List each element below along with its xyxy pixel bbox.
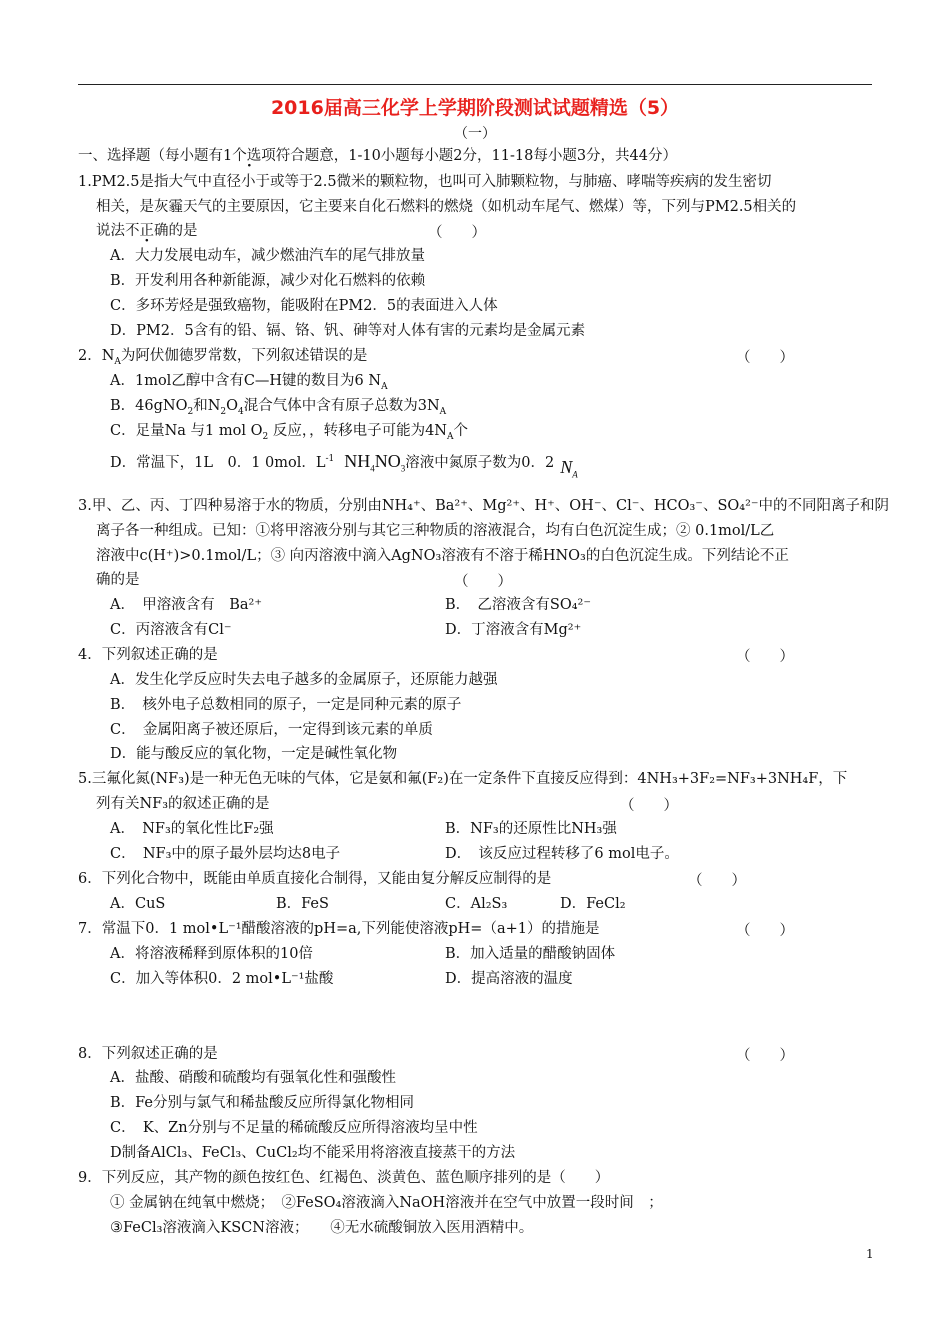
q2-option-c: C．足量Na 与1 mol $O_2$ 反应，，转移电子可能为$4N_A$个 (110, 423, 468, 442)
q1-option-c: C．多环芳烃是强致癌物，能吸附在PM2．5的表面进入人体 (110, 298, 498, 314)
q7-stem: 7．常温下0．1 mol•L⁻¹醋酸溶液的pH=a,下列能使溶液pH=（a+1）的措施是 (78, 921, 600, 937)
q1-option-a: A．大力发展电动车，减少燃油汽车的尾气排放量 (110, 248, 425, 264)
q8-option-b: B．Fe分别与氯气和稀盐酸反应所得氯化物相同 (110, 1095, 415, 1111)
q3-option-c: C．丙溶液含有Cl⁻ (110, 622, 232, 638)
q5-answer-paren: （ ） (620, 798, 678, 814)
q2-formula: $NH_4NO_3$ (344, 450, 406, 474)
q9-item-line1: ① 金属钠在纯氧中燃烧； ②FeSO₄溶液滴入NaOH溶液并在空气中放置一段时间 ； (110, 1195, 663, 1211)
q3-stem-line4: 确的是 (96, 572, 140, 588)
q3-stem-line3: 溶液中c(H⁺)>0.1mol/L；③ 向丙溶液中滴入AgNO₃溶液有不溶于稀HNO₃的白色沉淀生成。下列结论不正 (96, 548, 789, 564)
q1-stem-line3: 说法不正确的是 (96, 223, 198, 239)
q2-option-a: A．1mol乙醇中含有C—H键的数目为6 $N_A$ (110, 373, 388, 392)
q3-option-a: A． 甲溶液含有 Ba²⁺ (110, 597, 262, 613)
q6-stem: 6．下列化合物中，既能由单质直接化合制得，又能由复分解反应制得的是 (78, 871, 552, 887)
page-number: 1 (866, 1247, 874, 1261)
q4-option-c: C． 金属阳离子被还原后，一定得到该元素的单质 (110, 722, 433, 738)
q3-answer-paren: （ ） (454, 574, 512, 590)
section-heading: 一、选择题（每小题有1个选项 ·符合题意，1-10小题每小题2分，11-18每小题3分，共44分） (78, 146, 677, 166)
q2-option-d: D．常温下，1L 0．1 0mol．$L^{-1}$ $NH_4NO_3$溶液中氮原子数为0．2 $N_A$ (110, 450, 578, 480)
q8-option-d: D制备AlCl₃、FeCl₃、CuCl₂均不能采用将溶液直接蒸干的方法 (110, 1145, 516, 1161)
q5-option-a: A． NF₃的氧化性比F₂强 (110, 821, 274, 837)
q8-stem: 8．下列叙述正确的是 (78, 1046, 218, 1062)
q4-option-d: D．能与酸反应的氧化物，一定是碱性氧化物 (110, 746, 398, 762)
q7-option-d: D．提高溶液的温度 (445, 971, 573, 987)
q5-stem-line2: 列有关NF₃的叙述正确的是 (96, 796, 270, 812)
q1-stem-line1: 1.PM2.5是指大气中直径小于或等于2.5微米的颗粒物，也叫可入肺颗粒物，与肺癌、哮喘等疾病的发生密切 (78, 174, 772, 190)
q3-stem-line1: 3.甲、乙、丙、丁四种易溶于水的物质，分别由NH₄⁺、Ba²⁺、Mg²⁺、H⁺、OH⁻、Cl⁻、HCO₃⁻、SO₄²⁻中的不同阳离子和阴 (78, 498, 890, 514)
q7-option-c: C．加入等体积0．2 mol•L⁻¹盐酸 (110, 971, 334, 987)
q4-option-b: B． 核外电子总数相同的原子，一定是同种元素的原子 (110, 697, 462, 713)
part-label: （一） (454, 126, 496, 142)
q6-option-d: D．FeCl₂ (560, 896, 626, 912)
q6-option-c: C．Al₂S₃ (445, 896, 508, 912)
q9-item-line2: ③FeCl₃溶液滴入KSCN溶液； ④无水硫酸铜放入医用酒精中。 (110, 1220, 534, 1236)
q5-stem-line1: 5.三氟化氮(NF₃)是一种无色无味的气体，它是氨和氟(F₂)在一定条件下直接反应得到：4NH₃+3F₂=NF₃+3NH₄F，下 (78, 771, 848, 787)
q4-option-a: A．发生化学反应时失去电子越多的金属原子，还原能力越强 (110, 672, 498, 688)
q3-option-b: B． 乙溶液含有SO₄²⁻ (445, 597, 592, 613)
q8-option-a: A．盐酸、硝酸和硫酸均有强氧化性和强酸性 (110, 1070, 396, 1086)
q3-option-d: D．丁溶液含有Mg²⁺ (445, 622, 582, 638)
q7-answer-paren: （ ） (736, 923, 794, 939)
q4-answer-paren: （ ） (736, 649, 794, 665)
q6-option-b: B．FeS (276, 896, 329, 912)
q9-stem: 9．下列反应，其产物的颜色按红色、红褐色、淡黄色、蓝色顺序排列的是（ ） (78, 1170, 610, 1186)
q5-option-d: D． 该反应过程转移了6 mol电子。 (445, 846, 679, 862)
q5-option-c: C． NF₃中的原子最外层均达8电子 (110, 846, 341, 862)
q8-option-c: C． K、Zn分别与不足量的稀硫酸反应所得溶液均呈中性 (110, 1120, 478, 1136)
q1-answer-paren: （ ） (428, 225, 486, 241)
q1-option-b: B．开发利用各种新能源，减少对化石燃料的依赖 (110, 273, 426, 289)
q7-option-a: A．将溶液稀释到原体积的10倍 (110, 946, 313, 962)
q1-option-d: D．PM2．5含有的铅、镉、铬、钒、砷等对人体有害的元素均是金属元素 (110, 323, 586, 339)
q8-answer-paren: （ ） (736, 1048, 794, 1064)
q3-stem-line2: 离子各一种组成。已知：①将甲溶液分别与其它三种物质的溶液混合，均有白色沉淀生成；② 0.1mol/L乙 (96, 523, 775, 539)
q7-option-b: B．加入适量的醋酸钠固体 (445, 946, 616, 962)
q2-answer-paren: （ ） (736, 350, 794, 366)
q4-stem: 4．下列叙述正确的是 (78, 647, 218, 663)
q6-option-a: A．CuS (110, 896, 166, 912)
q5-option-b: B．NF₃的还原性比NH₃强 (445, 821, 617, 837)
exam-title: 2016届高三化学上学期阶段测试试题精选（5） (270, 97, 680, 119)
q2-stem: 2．$N_A$为阿伏伽德罗常数，下列叙述错误的是 (78, 348, 368, 367)
header-rule (78, 84, 872, 85)
q1-stem-line2: 相关，是灰霾天气的主要原因，它主要来自化石燃料的燃烧（如机动车尾气、燃煤）等，下列与PM2.5相关的 (96, 199, 797, 215)
q2-option-b: B．46gNO$_2$和$N_2O_4$混合气体中含有原子总数为$3N_A$ (110, 398, 447, 417)
q6-answer-paren: （ ） (688, 873, 746, 889)
